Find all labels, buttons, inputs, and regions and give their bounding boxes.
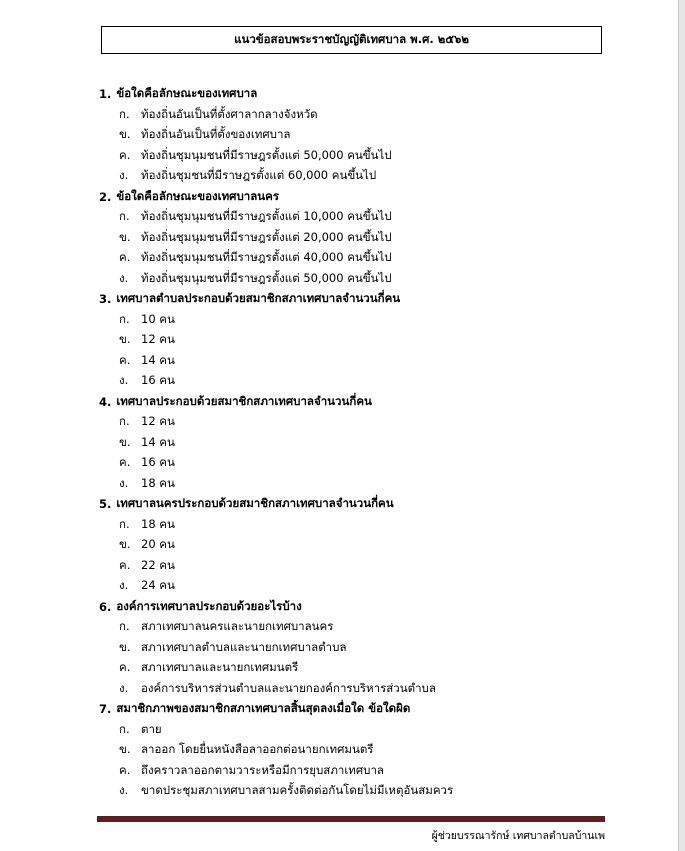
choice-letter: ง. (119, 270, 129, 285)
answer-choice (99, 515, 659, 536)
question-number: 4. (99, 394, 112, 409)
choice-text: สภาเทศบาลตำบลและนายกเทศบาลตำบล (141, 639, 347, 654)
choice-text: ท้องถิ่นชุมนุมชนที่มีราษฎรตั้งแต่ 20,000 คนขึ้นไป (141, 229, 392, 244)
choice-letter: ค. (119, 352, 131, 367)
answer-choice (99, 269, 659, 290)
question-text: ข้อใดคือลักษณะของเทศบาล (116, 86, 258, 101)
answer-choice (99, 535, 659, 556)
footer-credit: ผู้ช่วยบรรณารักษ์ เทศบาลตำบลบ้านเพ (431, 830, 605, 842)
answer-choice (99, 453, 659, 474)
answer-choice (99, 658, 659, 679)
choice-text: สภาเทศบาลและนายกเทศมนตรี (141, 660, 299, 675)
choice-letter: ง. (119, 680, 129, 695)
answer-choice (99, 351, 659, 372)
choice-letter: ก. (119, 721, 130, 736)
document-title-box (101, 26, 602, 54)
question-text: เทศบาลนครประกอบด้วยสมาชิกสภาเทศบาลจำนวนกี่คน (116, 496, 394, 511)
answer-choice (99, 330, 659, 351)
choice-text: ตาย (141, 721, 162, 736)
answer-choice (99, 207, 659, 228)
choice-text: ลาออก โดยยื่นหนังสือลาออกต่อนายกเทศมนตรี (141, 742, 374, 757)
choice-text: สภาเทศบาลนครและนายกเทศบาลนคร (141, 619, 334, 634)
choice-letter: ค. (119, 147, 131, 162)
answer-choice (99, 740, 659, 761)
choice-text: ท้องถิ่นชุมนุมชนที่มีราษฎรตั้งแต่ 40,000 คนขึ้นไป (141, 250, 392, 265)
choice-letter: ค. (119, 250, 131, 265)
choice-text: ถึงคราวลาออกตามวาระหรือมีการยุบสภาเทศบาล (141, 762, 384, 777)
choice-text: 10 คน (141, 311, 175, 326)
question-number: 5. (99, 497, 112, 512)
answer-choice (99, 720, 659, 741)
question-heading (99, 392, 659, 413)
answer-choice (99, 248, 659, 269)
question-text: เทศบาลตำบลประกอบด้วยสมาชิกสภาเทศบาลจำนวนกี่คน (116, 291, 401, 306)
choice-text: 20 คน (141, 537, 175, 552)
choice-text: ท้องถิ่นชุมชนที่มีราษฎรตั้งแต่ 60,000 คนขึ้นไป (141, 168, 377, 183)
choice-letter: ข. (119, 127, 131, 142)
question-number: 3. (99, 292, 112, 307)
choice-letter: ก. (119, 619, 130, 634)
question-text: เทศบาลประกอบด้วยสมาชิกสภาเทศบาลจำนวนกี่คน (116, 393, 372, 408)
answer-choice (99, 228, 659, 249)
footer-divider (97, 816, 605, 822)
answer-choice (99, 146, 659, 167)
answer-choice (99, 105, 659, 126)
choice-text: 12 คน (141, 414, 175, 429)
choice-letter: ข. (119, 639, 131, 654)
question-heading (99, 597, 659, 618)
choice-text: 12 คน (141, 332, 175, 347)
answer-choice (99, 474, 659, 495)
choice-text: ท้องถิ่นชุมนุมชนที่มีราษฎรตั้งแต่ 50,000 คนขึ้นไป (141, 147, 392, 162)
choice-letter: ข. (119, 742, 131, 757)
choice-letter: ง. (119, 578, 129, 593)
question-heading (99, 187, 659, 208)
choice-letter: ค. (119, 557, 131, 572)
choice-letter: ก. (119, 106, 130, 121)
choice-letter: ก. (119, 414, 130, 429)
question-number: 2. (99, 189, 112, 204)
question-heading (99, 494, 659, 515)
choice-letter: ข. (119, 332, 131, 347)
choice-text: 16 คน (141, 373, 175, 388)
choice-text: 18 คน (141, 516, 175, 531)
choice-text: 18 คน (141, 475, 175, 490)
answer-choice (99, 412, 659, 433)
question-text: สมาชิกภาพของสมาชิกสภาเทศบาลสิ้นสุดลงเมื่อใด ข้อใดผิด (116, 701, 411, 716)
question-4 (99, 392, 659, 495)
choice-letter: ง. (119, 168, 129, 183)
answer-choice (99, 761, 659, 782)
choice-text: 22 คน (141, 557, 175, 572)
question-list (99, 84, 659, 802)
choice-letter: ก. (119, 516, 130, 531)
choice-text: ท้องถิ่นอันเป็นที่ตั้งศาลากลางจังหวัด (141, 106, 318, 121)
question-1 (99, 84, 659, 187)
choice-letter: ค. (119, 660, 131, 675)
question-5 (99, 494, 659, 597)
answer-choice (99, 125, 659, 146)
question-number: 7. (99, 702, 112, 717)
page-edge (678, 0, 685, 851)
choice-letter: ข. (119, 537, 131, 552)
choice-letter: ค. (119, 762, 131, 777)
document-title: แนวข้อสอบพระราชบัญญัติเทศบาล พ.ศ. ๒๕๖๒ (234, 32, 469, 46)
question-2 (99, 187, 659, 290)
answer-choice (99, 371, 659, 392)
answer-choice (99, 679, 659, 700)
choice-letter: ก. (119, 209, 130, 224)
question-number: 1. (99, 87, 112, 102)
answer-choice (99, 576, 659, 597)
question-heading (99, 699, 659, 720)
question-3 (99, 289, 659, 392)
question-number: 6. (99, 599, 112, 614)
answer-choice (99, 638, 659, 659)
choice-text: 14 คน (141, 434, 175, 449)
answer-choice (99, 433, 659, 454)
choice-text: 24 คน (141, 578, 175, 593)
question-heading (99, 289, 659, 310)
choice-letter: ข. (119, 434, 131, 449)
choice-letter: ก. (119, 311, 130, 326)
choice-letter: ง. (119, 783, 129, 798)
choice-letter: ข. (119, 229, 131, 244)
choice-letter: ง. (119, 373, 129, 388)
question-heading (99, 84, 659, 105)
choice-text: ท้องถิ่นอันเป็นที่ตั้งของเทศบาล (141, 127, 291, 142)
choice-text: องค์การบริหารส่วนตำบลและนายกองค์การบริหารส่วนตำบล (141, 680, 436, 695)
choice-text: ท้องถิ่นชุมนุมชนที่มีราษฎรตั้งแต่ 50,000 คนขึ้นไป (141, 270, 392, 285)
choice-letter: ค. (119, 455, 131, 470)
choice-letter: ง. (119, 475, 129, 490)
choice-text: ท้องถิ่นชุมนุมชนที่มีราษฎรตั้งแต่ 10,000 คนขึ้นไป (141, 209, 392, 224)
question-text: ข้อใดคือลักษณะของเทศบาลนคร (116, 188, 279, 203)
answer-choice (99, 166, 659, 187)
answer-choice (99, 617, 659, 638)
question-6 (99, 597, 659, 700)
question-7 (99, 699, 659, 802)
question-text: องค์การเทศบาลประกอบด้วยอะไรบ้าง (116, 598, 302, 613)
answer-choice (99, 781, 659, 802)
answer-choice (99, 310, 659, 331)
answer-choice (99, 556, 659, 577)
choice-text: ขาดประชุมสภาเทศบาลสามครั้งติดต่อกันโดยไม่มีเหตุอันสมควร (141, 783, 454, 798)
choice-text: 14 คน (141, 352, 175, 367)
choice-text: 16 คน (141, 455, 175, 470)
